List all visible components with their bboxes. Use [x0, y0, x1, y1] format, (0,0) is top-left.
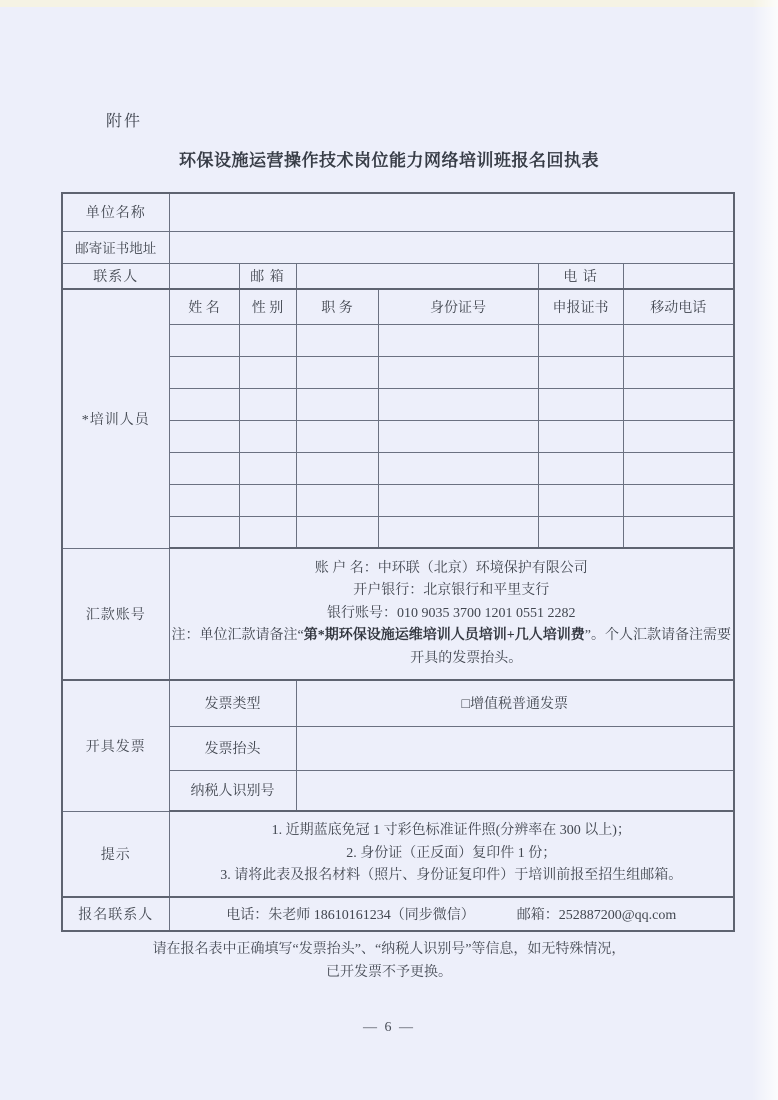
trainee-header-row [62, 289, 734, 324]
contact-row [62, 263, 734, 289]
scan-edge-artifact-top [0, 0, 778, 7]
tip-item-1: 1. 近期蓝底免冠 1 寸彩色标准证件照(分辨率在 300 以上)； [271, 823, 631, 839]
trainee-cell [296, 324, 378, 356]
attachment-label: 附件 [106, 113, 143, 130]
invoice-title-label: 发票抬头 [169, 726, 296, 770]
tips-row [62, 811, 734, 897]
invoice-type-label: 发票类型 [169, 680, 296, 726]
registration-contact-label: 报名联系人 [62, 897, 169, 931]
mailing-address-row [62, 231, 734, 263]
trainee-cell [239, 420, 296, 452]
registration-contact-info [169, 897, 734, 931]
trainee-cell [239, 484, 296, 516]
trainee-cell [538, 420, 623, 452]
contact-email-field [296, 263, 538, 289]
contact-email-label: 邮 箱 [239, 263, 296, 289]
trainee-cell [169, 484, 239, 516]
trainee-cell [623, 452, 734, 484]
trainee-cell [623, 484, 734, 516]
trainee-cell [378, 420, 538, 452]
trainee-cell [378, 516, 538, 548]
trainee-cell [378, 356, 538, 388]
trainee-cell [623, 324, 734, 356]
remittance-row [62, 548, 734, 680]
trainee-cell [623, 388, 734, 420]
trainee-cell [169, 516, 239, 548]
trainee-cell [296, 484, 378, 516]
col-header-id-number: 身份证号 [378, 289, 538, 324]
remittance-label: 汇款账号 [62, 548, 169, 680]
trainee-cell [623, 356, 734, 388]
tips-content [169, 811, 734, 897]
registration-form-table [61, 192, 735, 932]
taxpayer-id-label: 纳税人识别号 [169, 770, 296, 811]
col-header-gender: 性 别 [239, 289, 296, 324]
registration-phone: 电话：朱老师 18610161234（同步微信） [226, 908, 475, 923]
invoice-label: 开具发票 [62, 680, 169, 811]
contact-phone-field [623, 263, 734, 289]
account-name-line: 账 户 名：中环联（北京）环境保护有限公司 [314, 561, 588, 577]
mailing-address-label: 邮寄证书地址 [62, 231, 169, 263]
unit-name-label: 单位名称 [62, 193, 169, 231]
trainee-cell [296, 420, 378, 452]
trainee-cell [538, 324, 623, 356]
trainees-label: *培训人员 [62, 289, 169, 548]
footer-note-line1: 请在报名表中正确填写“发票抬头”、“纳税人识别号”等信息，如无特殊情况， [152, 942, 626, 957]
trainee-cell [378, 324, 538, 356]
trainee-cell [239, 388, 296, 420]
contact-label: 联系人 [62, 263, 169, 289]
tip-item-2: 2. 身份证（正反面）复印件 1 份； [346, 845, 557, 861]
contact-phone-label: 电 话 [538, 263, 623, 289]
page-title: 环保设施运营操作技术岗位能力网络培训班报名回执表 [179, 151, 599, 170]
vat-invoice-checkbox: □ [461, 697, 470, 713]
trainee-cell [239, 356, 296, 388]
tip-item-3: 3. 请将此表及报名材料（照片、身份证复印件）于培训前报至招生组邮箱。 [220, 868, 683, 884]
invoice-type-value [296, 680, 734, 726]
col-header-name: 姓 名 [169, 289, 239, 324]
taxpayer-id-field [296, 770, 734, 811]
trainee-cell [169, 452, 239, 484]
trainee-cell [538, 516, 623, 548]
invoice-type-row [62, 680, 734, 726]
registration-contact-row [62, 897, 734, 931]
remittance-note-bold: 第*期环保设施运维培训人员培训+几人培训费 [303, 628, 585, 644]
trainee-cell [239, 324, 296, 356]
trainee-cell [169, 388, 239, 420]
trainee-cell [169, 356, 239, 388]
trainee-cell [538, 388, 623, 420]
contact-name-field [169, 263, 239, 289]
col-header-position: 职 务 [296, 289, 378, 324]
trainee-cell [378, 452, 538, 484]
trainee-cell [296, 516, 378, 548]
trainee-cell [239, 452, 296, 484]
trainee-cell [378, 484, 538, 516]
trainee-cell [623, 516, 734, 548]
unit-name-row [62, 193, 734, 231]
trainee-cell [296, 452, 378, 484]
registration-email: 邮箱：252887200@qq.com [516, 908, 677, 923]
bank-line: 开户银行：北京银行和平里支行 [353, 583, 550, 599]
trainee-cell [239, 516, 296, 548]
page-number: — 6 — [363, 1020, 415, 1035]
trainee-cell [296, 356, 378, 388]
trainee-cell [296, 388, 378, 420]
invoice-title-field [296, 726, 734, 770]
remittance-details [169, 548, 734, 680]
footer-note-line2: 已开发票不予更换。 [326, 965, 452, 980]
trainee-cell [538, 356, 623, 388]
unit-name-field [169, 193, 734, 231]
col-header-certificate: 申报证书 [538, 289, 623, 324]
account-number-line: 银行账号：010 9035 3700 1201 0551 2282 [327, 605, 576, 621]
trainee-cell [169, 324, 239, 356]
vat-invoice-option-label: 增值税普通发票 [469, 697, 568, 713]
trainee-cell [623, 420, 734, 452]
trainee-cell [169, 420, 239, 452]
trainee-cell [538, 484, 623, 516]
tips-label: 提示 [62, 811, 169, 897]
mailing-address-field [169, 231, 734, 263]
trainee-cell [378, 388, 538, 420]
trainee-cell [538, 452, 623, 484]
col-header-mobile: 移动电话 [623, 289, 734, 324]
remittance-note: 注：单位汇款请备注“第*期环保设施运维培训人员培训+几人培训费”。个人汇款请备注需要开具的发票抬头。 [171, 628, 731, 666]
